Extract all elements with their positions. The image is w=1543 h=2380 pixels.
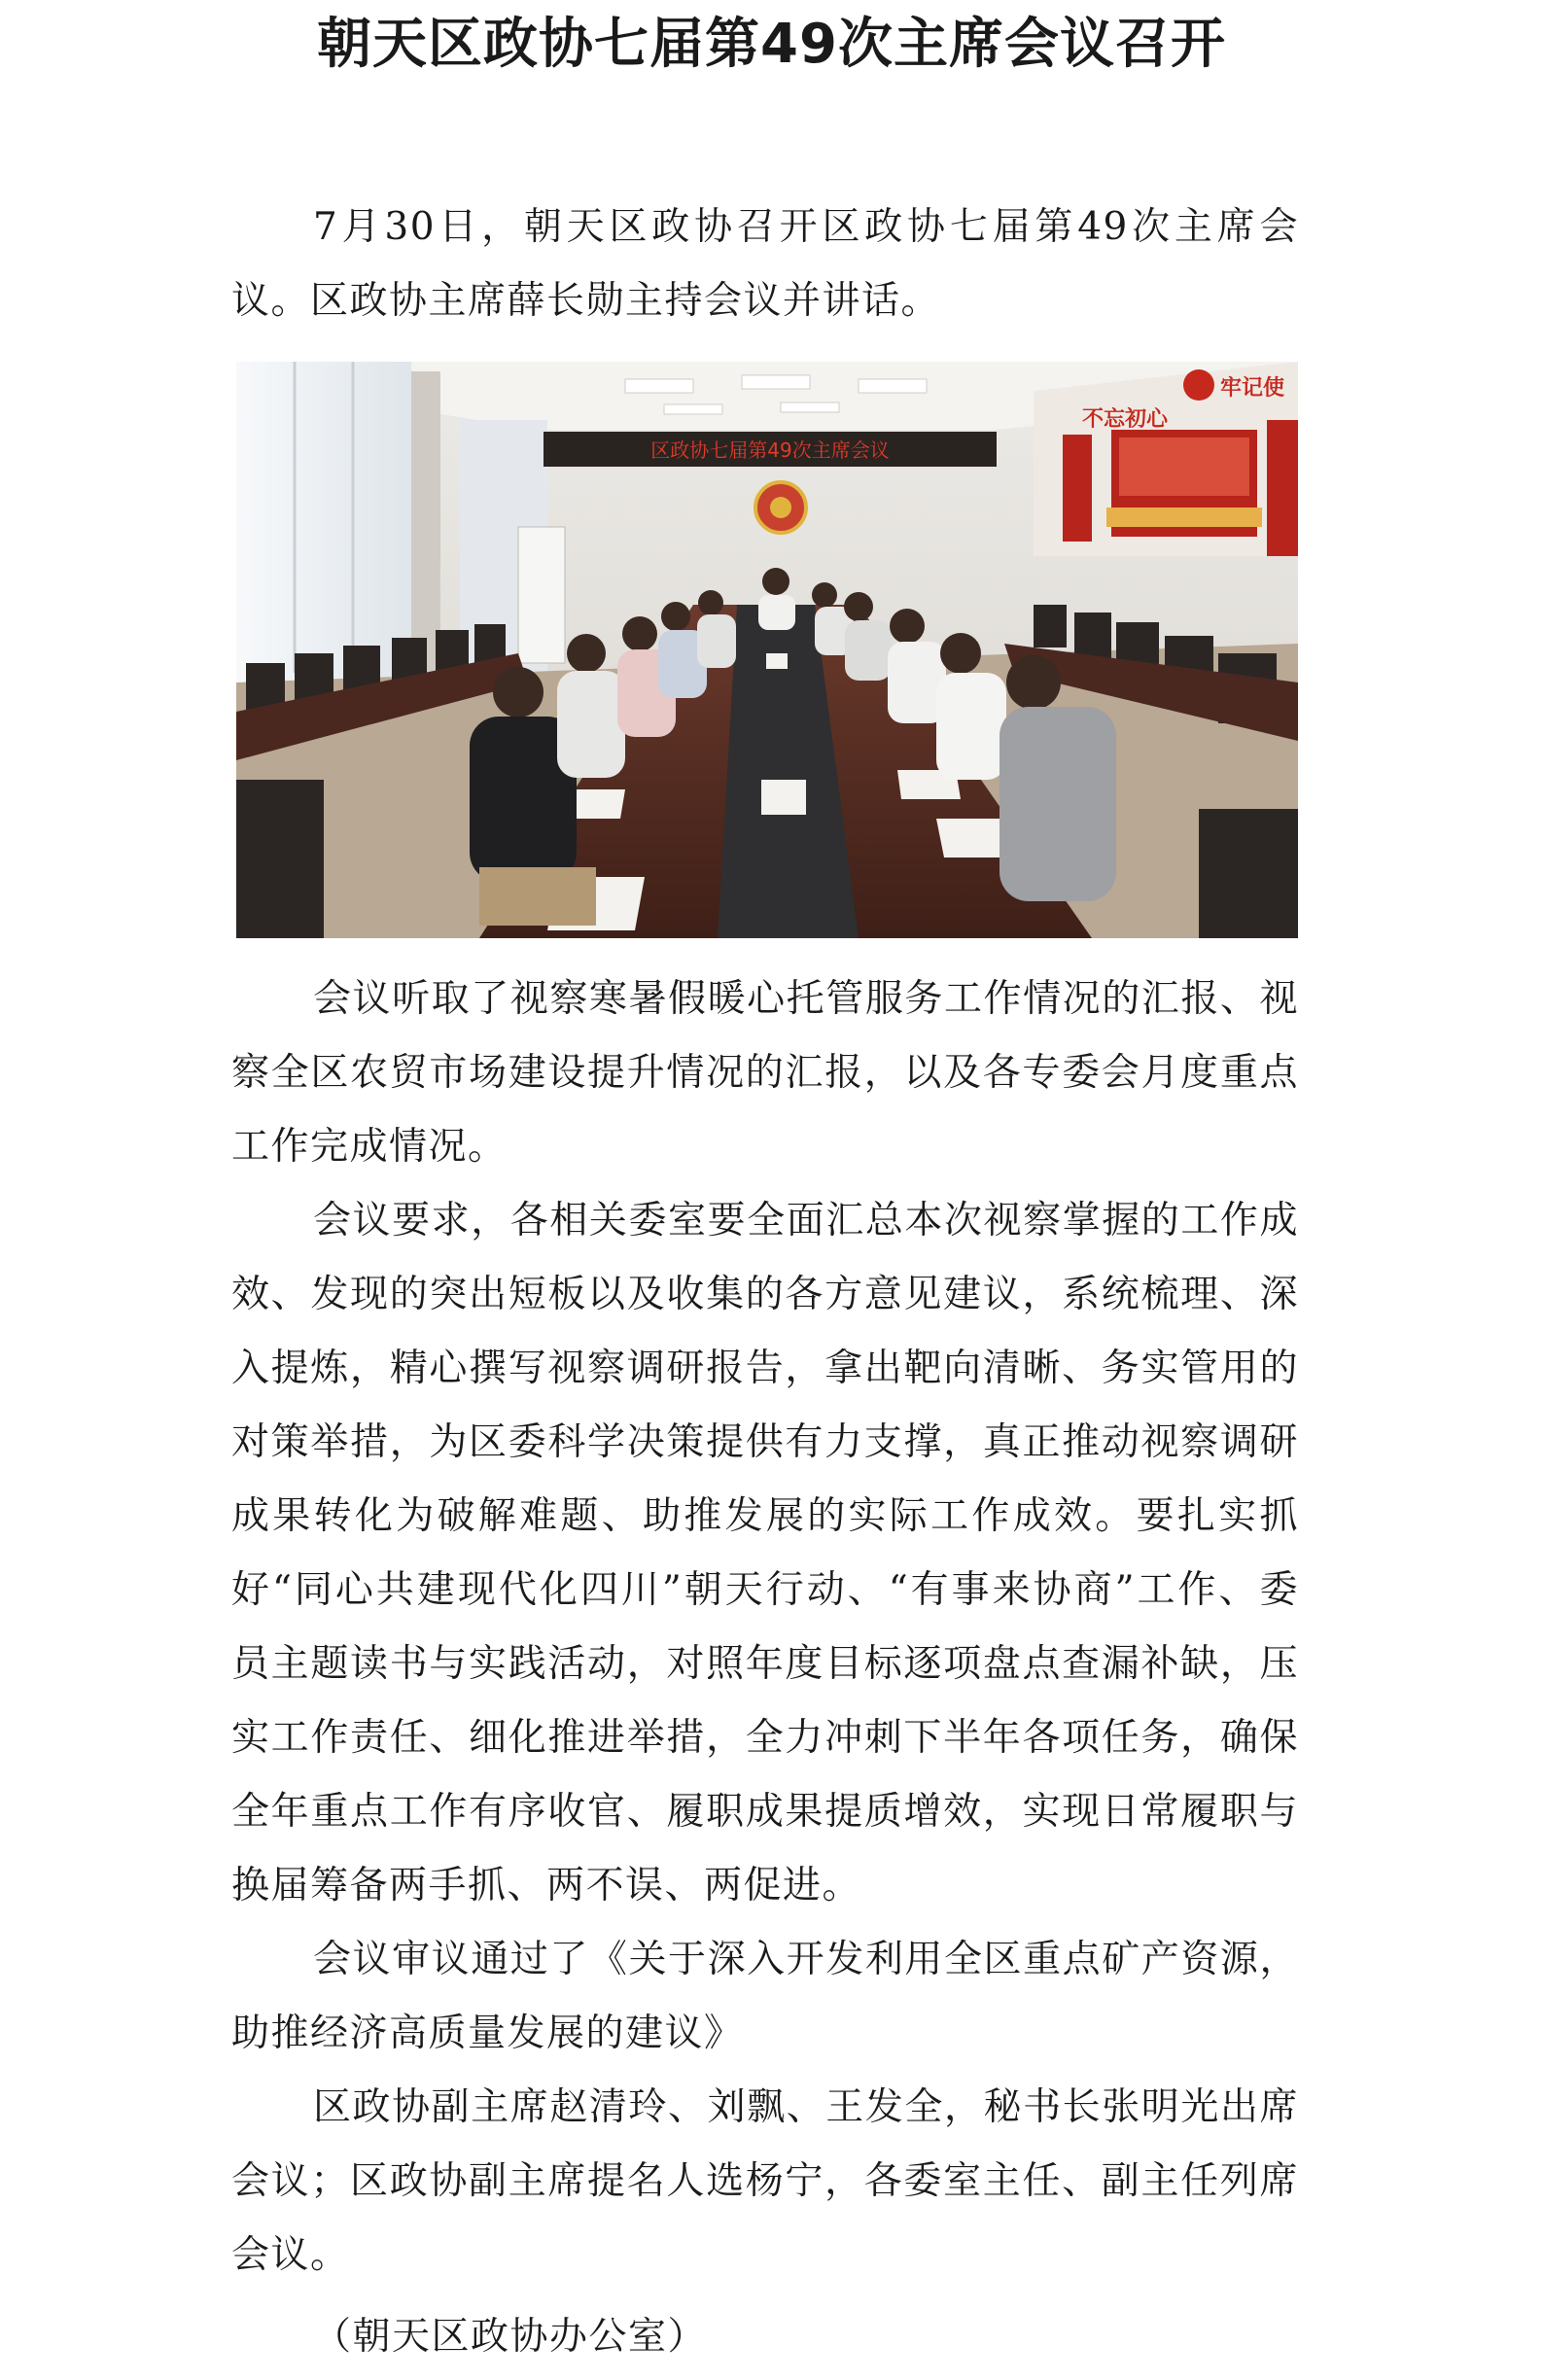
meeting-room-illustration: [236, 362, 1298, 938]
body-paragraph-2: 会议要求，各相关委室要全面汇总本次视察掌握的工作成效、发现的突出短板以及收集的各方意见建议，系统梳理、深入提炼，精心撰写视察调研报告，拿出靶向清晰、务实管用的对策举措，为区委科学决策提供有力支撑，真正推动视察调研成果转化为破解难题、助推发展的实际工作成效。要扎实抓好“同心共建现代化四川”朝天行动、“有事来协商”工作、委员主题读书与实践活动，对照年度目标逐项盘点查漏补缺，压实工作责任、细化推进举措，全力冲刺下半年各项任务，确保全年重点工作有序收官、履职成果提质增效，实现日常履职与换届筹备两手抓、两不误、两促进。: [231, 1199, 1299, 1908]
meeting-photo: [236, 362, 1298, 938]
body-paragraph-3: 会议审议通过了《关于深入开发利用全区重点矿产资源，助推经济高质量发展的建议》: [231, 1938, 1299, 2055]
article-source: （朝天区政协办公室）: [313, 2315, 708, 2359]
body-text: [231, 962, 1299, 2374]
banner-text: 区政协七届第49次主席会议: [650, 438, 890, 462]
article-title: 朝天区政协七届第49次主席会议召开: [317, 13, 1226, 76]
body-paragraph-4: 区政协副主席赵清玲、刘飘、王发全，秘书长张明光出席会议；区政协副主席提名人选杨宁，各委室主任、副主任列席会议。: [231, 2085, 1299, 2277]
body-paragraph-1: 会议听取了视察寒暑假暖心托管服务工作情况的汇报、视察全区农贸市场建设提升情况的汇报，以及各专委会月度重点工作完成情况。: [231, 977, 1299, 1169]
wall-slogan-2: 牢记使: [1220, 376, 1285, 401]
lead-block: [231, 191, 1299, 338]
wall-slogan-1: 不忘初心: [1082, 407, 1169, 432]
lead-paragraph: 7月30日，朝天区政协召开区政协七届第49次主席会议。区政协主席薛长勋主持会议并讲话。: [231, 205, 1299, 323]
